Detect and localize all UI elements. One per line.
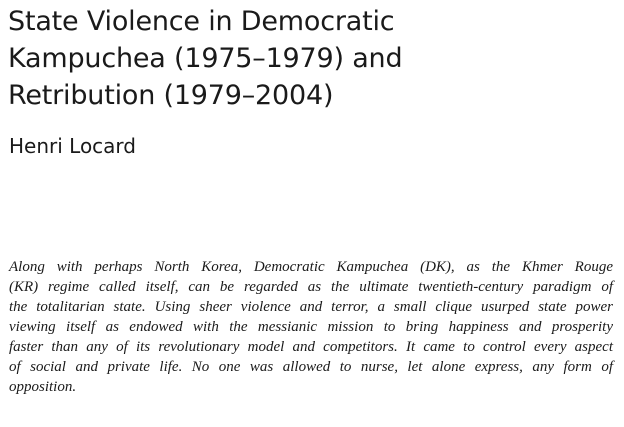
article-abstract bbox=[9, 257, 613, 397]
abstract-line: Along with perhaps North Korea, Democratic Kampuchea (DK), as the Khmer Rouge bbox=[9, 259, 613, 275]
article-title-line: Retribution (1979–2004) bbox=[8, 80, 334, 111]
abstract-line: of social and private life. No one was allowed to nurse, let alone express, any form of bbox=[9, 359, 613, 375]
abstract-line: (KR) regime called itself, can be regarded as the ultimate twentieth-century paradigm of bbox=[9, 279, 613, 295]
article-title-line: Kampuchea (1975–1979) and bbox=[8, 43, 403, 74]
abstract-line: viewing itself as endowed with the messianic mission to bring happiness and prosperity bbox=[9, 319, 613, 335]
abstract-line: the totalitarian state. Using sheer violence and terror, a small clique usurped state power bbox=[9, 299, 613, 315]
article-title bbox=[8, 3, 608, 114]
abstract-line: faster than any of its revolutionary model and competitors. It came to control every aspect bbox=[9, 339, 613, 355]
article-title-line: State Violence in Democratic bbox=[8, 6, 395, 37]
article-author: Henri Locard bbox=[9, 134, 137, 158]
abstract-line: opposition. bbox=[9, 379, 77, 395]
